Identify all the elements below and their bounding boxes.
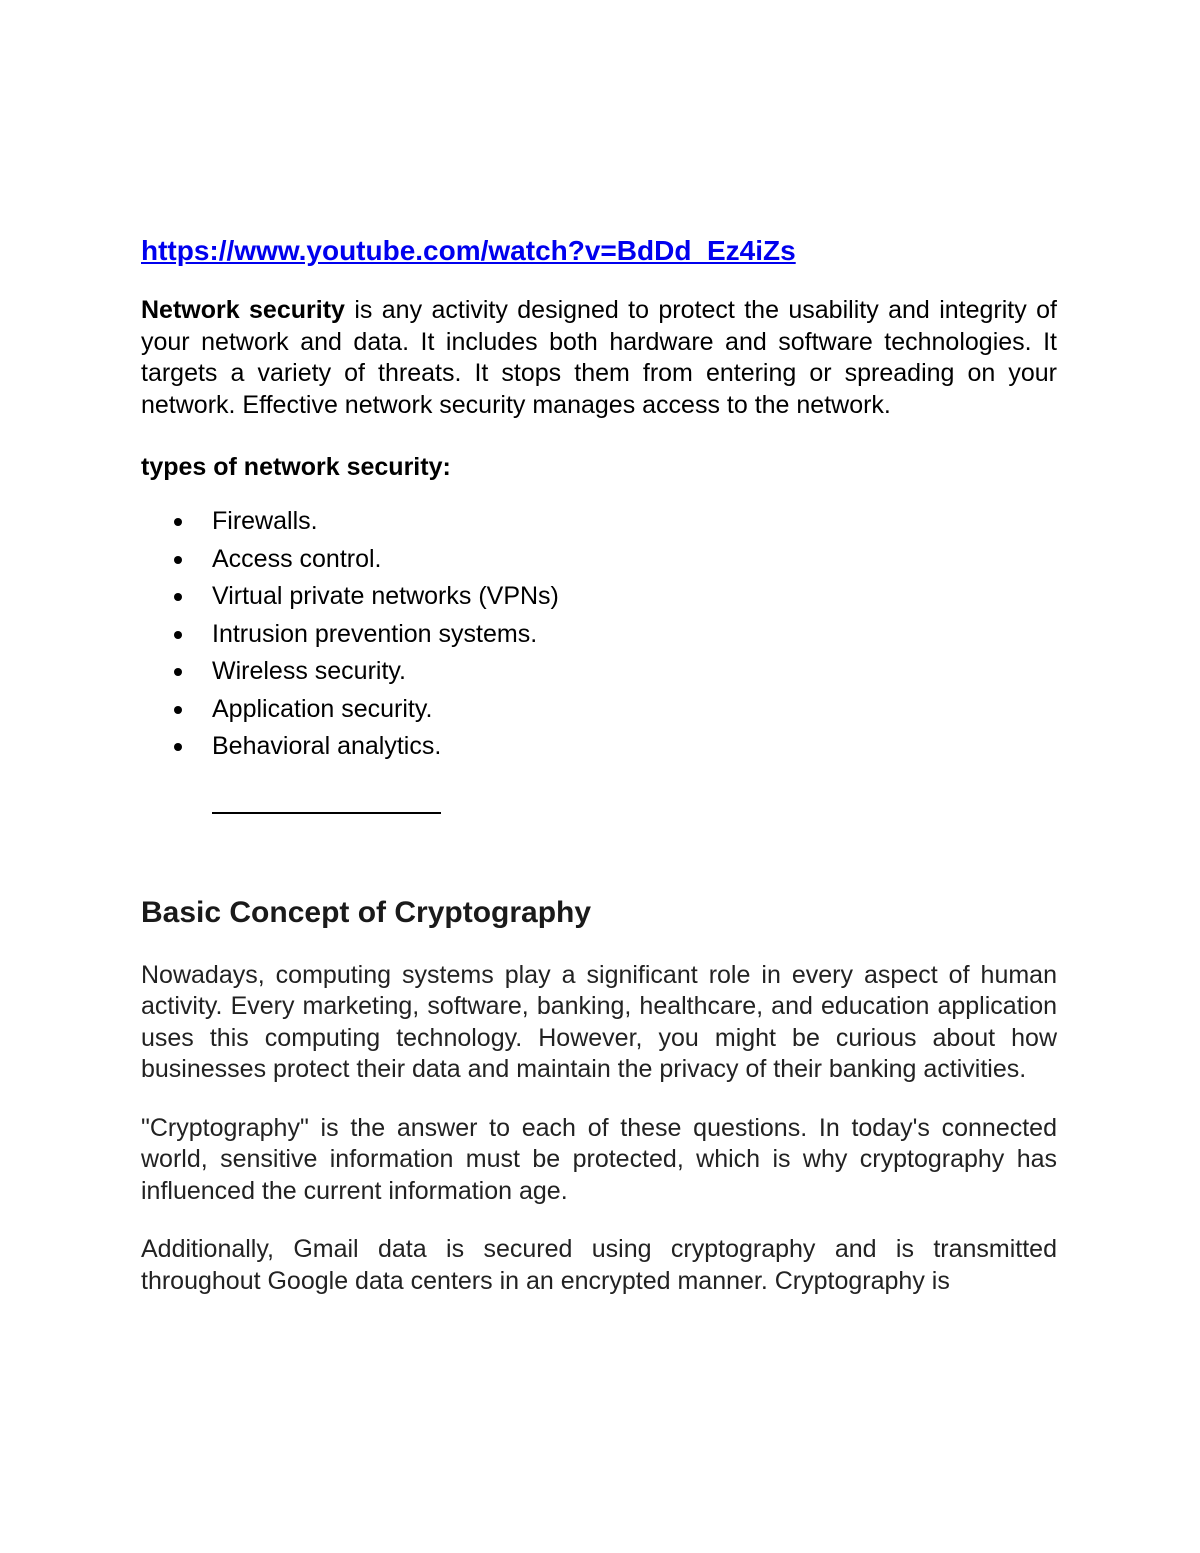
bullet-icon	[174, 593, 182, 601]
intro-paragraph	[141, 295, 1057, 421]
list-item	[141, 578, 1057, 616]
list-item-label: Application security.	[212, 694, 433, 723]
list-item	[141, 503, 1057, 541]
list-item	[141, 728, 1057, 766]
cryptography-heading: Basic Concept of Cryptography	[141, 895, 592, 929]
bullet-icon	[174, 706, 182, 714]
bullet-icon	[174, 556, 182, 564]
list-item-label: Access control.	[212, 544, 382, 573]
list-item	[141, 616, 1057, 654]
page-content	[141, 233, 1057, 1297]
crypto-paragraph-2: "Cryptography" is the answer to each of these questions. In today's connected world, sensitive information must be protected, which is why cryptography has influenced the current information age.	[141, 1113, 1057, 1205]
bullet-icon	[174, 743, 182, 751]
bullet-icon	[174, 668, 182, 676]
list-item	[141, 691, 1057, 729]
list-item	[141, 653, 1057, 691]
types-heading: types of network security:	[141, 453, 451, 481]
list-item-label: Firewalls.	[212, 507, 318, 535]
list-item	[141, 541, 1057, 579]
network-security-term: Network security	[141, 296, 345, 324]
youtube-link[interactable]: https://www.youtube.com/watch?v=BdDd_Ez4iZs	[141, 235, 796, 266]
list-item-label: Virtual private networks (VPNs)	[212, 582, 559, 610]
bullet-icon	[174, 518, 182, 526]
list-item-label: Wireless security.	[212, 657, 407, 685]
bullet-icon	[174, 631, 182, 639]
list-item-label: Intrusion prevention systems.	[212, 619, 538, 648]
intro-body: is any activity designed to protect the usability and integrity of your network and data. It includes both hardware and software technologies. It targets a variety of threats. It stops them from entering or spreading on your network. Effective network security manages access to the network.	[141, 296, 1057, 419]
list-item-label: Behavioral analytics.	[212, 732, 442, 760]
types-list	[141, 503, 1057, 766]
crypto-paragraph-1: Nowadays, computing systems play a significant role in every aspect of human activity. Every marketing, software, banking, healthcare, and education application uses this computing technology. However, you might be curious about how businesses protect their data and maintain the privacy of their banking activities.	[141, 960, 1057, 1083]
horizontal-divider	[212, 812, 441, 814]
crypto-paragraph-3: Additionally, Gmail data is secured using cryptography and is transmitted throughout Google data centers in an encrypted manner. Cryptography is	[141, 1235, 1057, 1295]
